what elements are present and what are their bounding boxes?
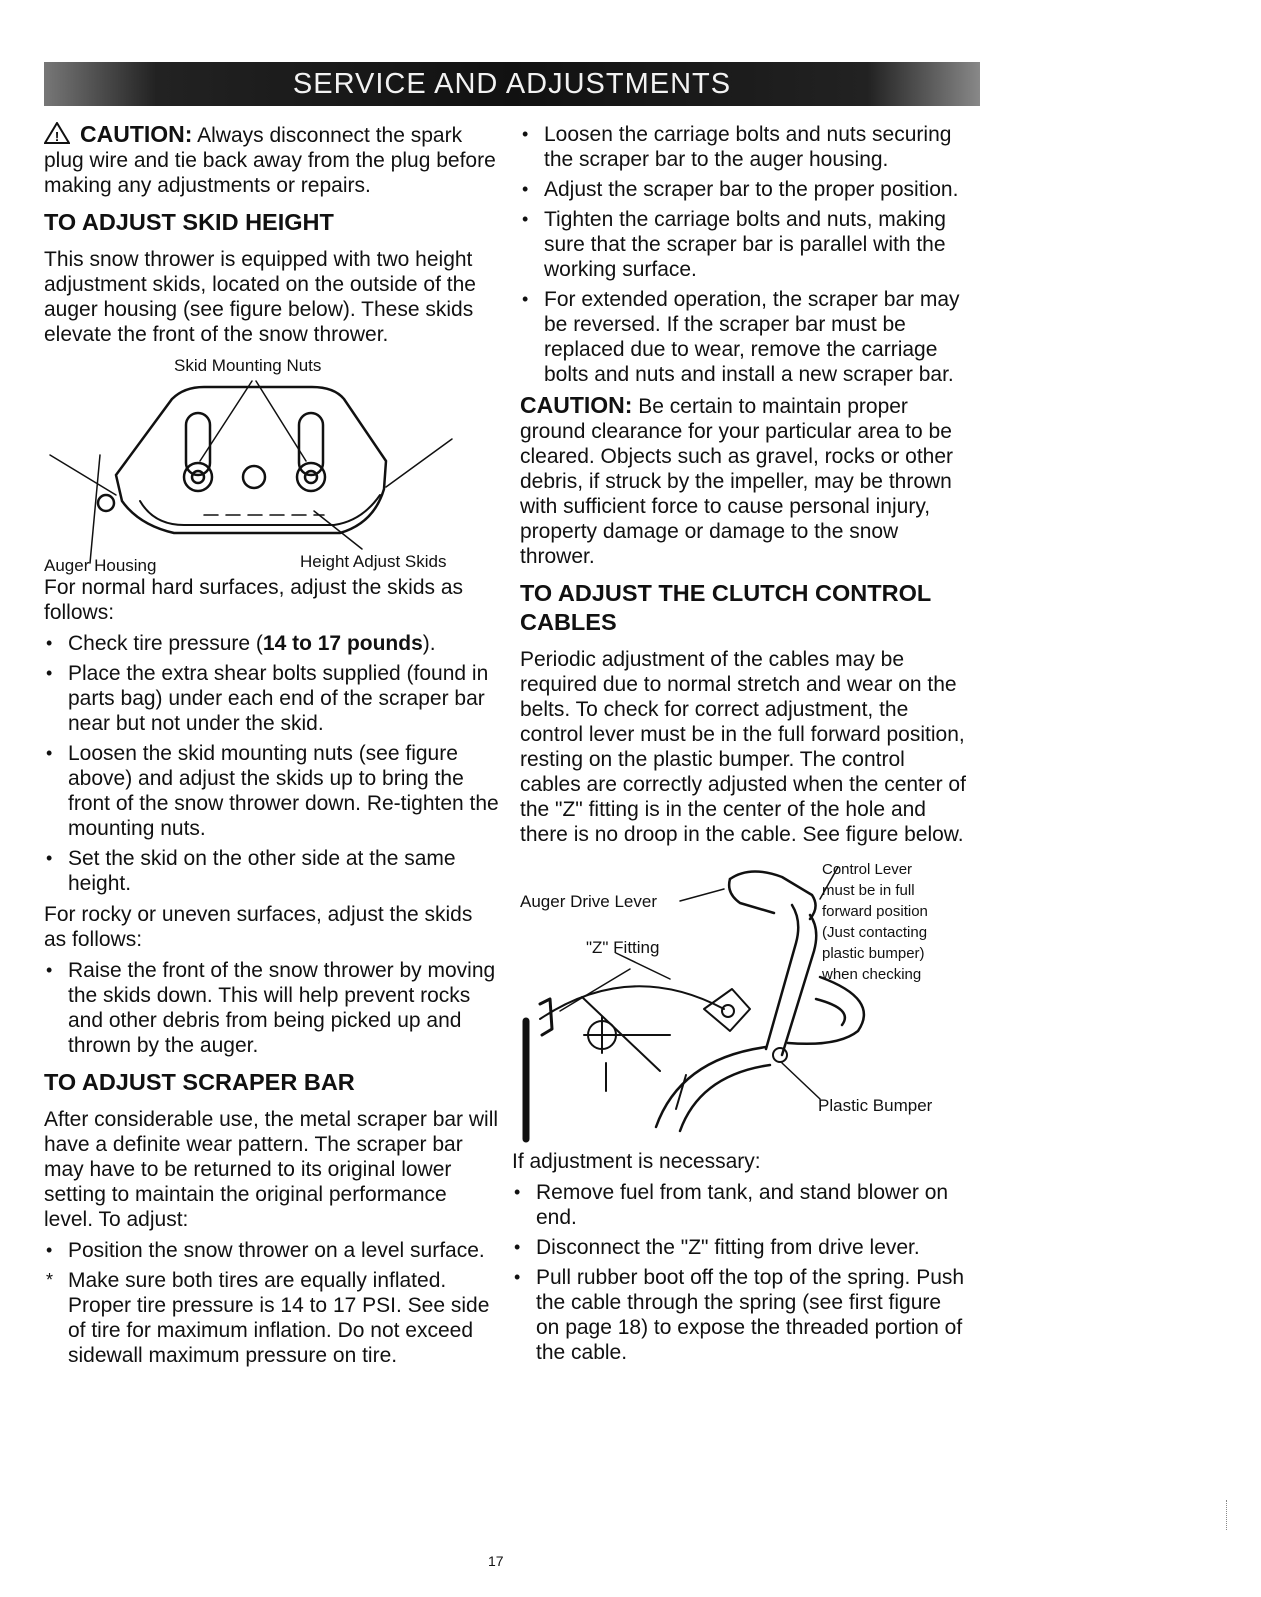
section-title: SERVICE AND ADJUSTMENTS <box>292 67 732 100</box>
list-item: • Raise the front of the snow thrower by moving the skids down. This will help prevent rocks and other debris from being picked up and thrown by the auger. <box>46 959 496 1057</box>
scraper-bar-heading: TO ADJUST SCRAPER BAR <box>44 1069 355 1095</box>
list-item: • Place the extra shear bolts supplied (found in parts bag) under each end of the scraper bar near but not under the skid. <box>46 662 489 735</box>
skid-intro: This snow thrower is equipped with two height adjustment skids, located on the outside of the auger housing (see figure below). These skids elevate the front of the snow thrower. <box>44 248 476 346</box>
list-item: • Tighten the carriage bolts and nuts, making sure that the scraper bar is parallel with the working surface. <box>522 208 946 281</box>
scraper-intro: After considerable use, the metal scraper bar will have a definite wear pattern. The scraper bar may have to be returned to its original lower setting to maintain the original performance level. To adjust: <box>44 1108 499 1231</box>
z-fitting-label: "Z" Fitting <box>586 938 660 957</box>
margin-mark <box>1226 1500 1229 1530</box>
list-item: • Set the skid on the other side at the same height. <box>46 847 456 895</box>
left-column <box>44 122 500 1374</box>
caution-label-2: CAUTION: <box>520 392 633 418</box>
clutch-figure <box>520 859 970 1149</box>
skid-figure <box>44 353 500 575</box>
rocky-surface-intro: For rocky or uneven surfaces, adjust the skids as follows: <box>44 903 473 951</box>
list-item: • Loosen the skid mounting nuts (see figure above) and adjust the skids up to bring the front of the snow thrower down. Re-tighten the mounting nuts. <box>46 742 499 840</box>
list-item: • Remove fuel from tank, and stand blower on end. <box>514 1181 949 1229</box>
hard-surface-intro: For normal hard surfaces, adjust the skids as follows: <box>44 576 464 624</box>
right-column <box>512 122 970 1371</box>
list-item: • For extended operation, the scraper bar may be reversed. If the scraper bar must be replaced due to wear, remove the carriage bolts and nuts and install a new scraper bar. <box>522 288 960 386</box>
scraper-list-left <box>44 1238 500 1368</box>
skid-diagram <box>44 373 500 573</box>
adjustment-steps-list <box>512 1180 970 1365</box>
caution-paragraph <box>44 122 500 198</box>
caution-text-2: Be certain to maintain proper ground clearance for your particular area to be cleared. Objects such as gravel, rocks or other debris, if struck by the impeller, may be thrown with sufficient force to cause personal injury, property damage or damage to the snow thrower. <box>520 395 954 568</box>
list-item: • Position the snow thrower on a level surface. <box>46 1239 485 1262</box>
control-lever-note: Control Lever must be in full forward position (Just contacting plastic bumper) when checking <box>822 861 928 983</box>
list-item: * Make sure both tires are equally inflated. Proper tire pressure is 14 to 17 PSI. See side of tire for maximum inflation. Do not exceed sidewall maximum pressure on tire. <box>46 1269 490 1367</box>
rocky-surface-list <box>44 958 500 1058</box>
list-item: • Adjust the scraper bar to the proper position. <box>522 178 959 201</box>
list-item: • Check tire pressure (14 to 17 pounds). <box>46 632 436 655</box>
scraper-list-right <box>520 122 970 387</box>
clutch-cables-heading: TO ADJUST THE CLUTCH CONTROL CABLES <box>520 580 931 635</box>
warning-triangle-icon <box>44 122 70 144</box>
clutch-intro: Periodic adjustment of the cables may be required due to normal stretch and wear on the belts. To check for correct adjustment, the control lever must be in the full forward position, resting on the plastic bumper. The control cables are correctly adjusted when the center of the "Z" fitting is in the center of the hole and there is no droop in the cable. See figure below. <box>520 648 966 846</box>
caution-paragraph-2 <box>520 393 970 569</box>
skid-height-heading: TO ADJUST SKID HEIGHT <box>44 209 334 235</box>
auger-drive-lever-label: Auger Drive Lever <box>520 892 658 911</box>
skid-mounting-nuts-label: Skid Mounting Nuts <box>174 356 322 375</box>
list-item: • Disconnect the "Z" fitting from drive lever. <box>514 1236 920 1259</box>
page-number: 17 <box>488 1553 504 1569</box>
svg-text:!: ! <box>54 129 60 144</box>
plastic-bumper-label: Plastic Bumper <box>818 1096 933 1115</box>
section-banner <box>44 62 980 106</box>
hard-surface-list <box>44 631 500 896</box>
list-item: • Loosen the carriage bolts and nuts securing the scraper bar to the auger housing. <box>522 123 952 171</box>
height-adjust-skids-label: Height Adjust Skids <box>300 552 447 571</box>
caution-text: Always disconnect the spark plug wire and tie back away from the plug before making any adjustments or repairs. <box>44 124 496 197</box>
auger-housing-label: Auger Housing <box>44 556 157 575</box>
list-item: • Pull rubber boot off the top of the spring. Push the cable through the spring (see first figure on page 18) to expose the threaded portion of the cable. <box>514 1266 965 1364</box>
caution-label: CAUTION: <box>80 121 193 147</box>
if-adjustment-text: If adjustment is necessary: <box>512 1150 761 1173</box>
